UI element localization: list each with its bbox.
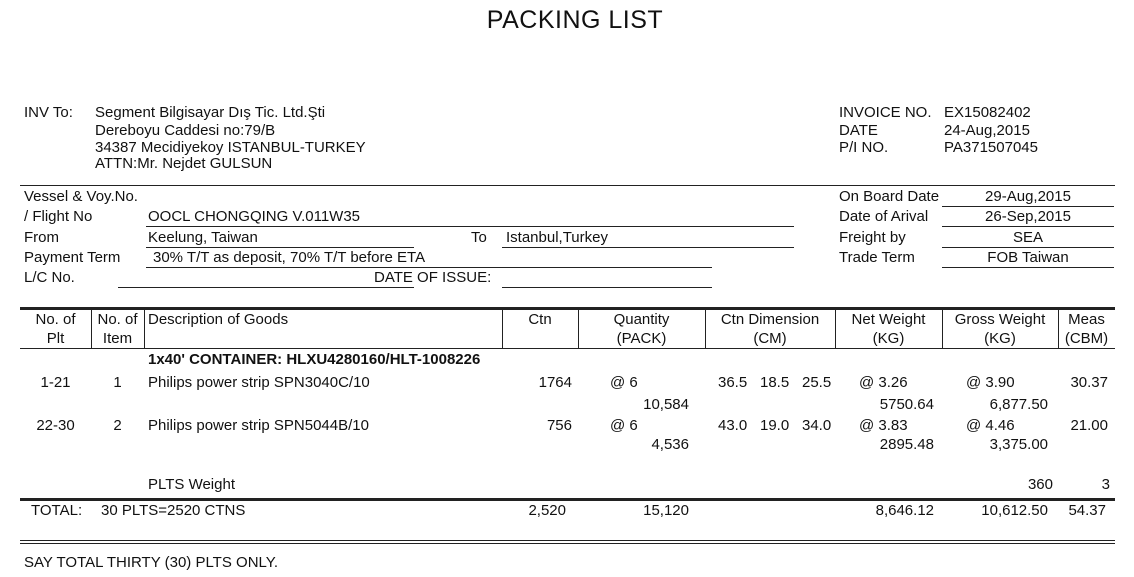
double-line-bottom [20, 543, 1115, 544]
header-meas-2: (CBM) [1064, 330, 1109, 347]
date-label: DATE [839, 122, 878, 139]
table-top-border [20, 307, 1115, 310]
row2-ctn: 756 [546, 417, 572, 434]
header-plt-1: No. of [35, 311, 76, 328]
date-of-issue-underline [502, 287, 712, 288]
row2-dim-w: 19.0 [760, 417, 790, 434]
row2-item: 2 [113, 417, 122, 434]
freight-underline [942, 247, 1114, 248]
vessel-underline [146, 226, 794, 227]
row1-dim-h: 25.5 [802, 374, 832, 391]
row2-dim-h: 34.0 [802, 417, 832, 434]
payment-underline [146, 267, 712, 268]
header-item-1: No. of [97, 311, 138, 328]
row1-qty-total: 10,584 [643, 396, 689, 413]
header-meas-1: Meas [1068, 311, 1105, 328]
row2-gross-total: 3,375.00 [989, 436, 1048, 453]
header-item-2: Item [102, 330, 133, 347]
row1-gross-unit: @ 3.90 [966, 374, 1015, 391]
from-label: From [24, 229, 59, 246]
row2-net-total: 2895.48 [879, 436, 934, 453]
inv-to-line-2: Dereboyu Caddesi no:79/B [95, 122, 276, 139]
from-underline [146, 247, 414, 248]
header-ctn: Ctn [528, 311, 552, 328]
header-gross-1: Gross Weight [954, 311, 1046, 328]
payment-label: Payment Term [24, 249, 121, 266]
double-line-top [20, 540, 1115, 541]
onboard-underline [942, 206, 1114, 207]
header-gross-2: (KG) [984, 330, 1016, 347]
freight-value: SEA [1012, 229, 1043, 246]
total-label: TOTAL: [31, 502, 83, 519]
lc-label: L/C No. [24, 269, 75, 286]
flight-label: / Flight No [24, 208, 93, 225]
onboard-label: On Board Date [839, 188, 940, 205]
row1-net-unit: @ 3.26 [859, 374, 908, 391]
total-meas: 54.37 [1068, 502, 1106, 519]
plts-weight-meas: 3 [1101, 476, 1110, 493]
arrival-value: 26-Sep,2015 [985, 208, 1071, 225]
inv-to-line-3: 34387 Mecidiyekoy ISTANBUL-TURKEY [95, 139, 366, 156]
total-gross: 10,612.50 [981, 502, 1048, 519]
date-of-issue-label: DATE OF ISSUE: [374, 269, 492, 286]
say-total: SAY TOTAL THIRTY (30) PLTS ONLY. [24, 554, 278, 571]
total-top-border [20, 498, 1115, 501]
row1-net-total: 5750.64 [879, 396, 934, 413]
row2-gross-unit: @ 4.46 [966, 417, 1015, 434]
total-qty: 15,120 [643, 502, 689, 519]
table-header-bottom-border [20, 348, 1115, 349]
row1-dim-w: 18.5 [760, 374, 790, 391]
row1-plt: 1-21 [40, 374, 71, 391]
invoice-no: EX15082402 [944, 104, 1031, 121]
header-net-1: Net Weight [851, 311, 926, 328]
inv-to-line-1: Segment Bilgisayar Dış Tic. Ltd.Şti [95, 104, 326, 121]
payment-value: 30% T/T as deposit, 70% T/T before ETA [153, 249, 426, 266]
plts-weight-gross: 360 [1027, 476, 1053, 493]
row1-qty-unit: @ 6 [610, 374, 638, 391]
header-desc: Description of Goods [148, 311, 289, 328]
arrival-label: Date of Arival [839, 208, 929, 225]
trade-value: FOB Taiwan [987, 249, 1069, 266]
row1-meas: 30.37 [1070, 374, 1108, 391]
vessel-value: OOCL CHONGQING V.011W35 [148, 208, 361, 225]
row2-net-unit: @ 3.83 [859, 417, 908, 434]
total-plts: 30 PLTS=2520 CTNS [101, 502, 246, 519]
row2-plt: 22-30 [36, 417, 75, 434]
arrival-underline [942, 226, 1114, 227]
header-dim-1: Ctn Dimension [720, 311, 820, 328]
pi-no-label: P/I NO. [839, 139, 889, 156]
plts-weight-label: PLTS Weight [148, 476, 235, 493]
col-sep-2 [144, 310, 145, 348]
row1-gross-total: 6,877.50 [989, 396, 1048, 413]
row2-qty-total: 4,536 [651, 436, 689, 453]
separator-line [20, 185, 1115, 186]
row1-ctn: 1764 [538, 374, 572, 391]
header-dim-2: (CM) [753, 330, 787, 347]
invoice-date: 24-Aug,2015 [944, 122, 1030, 139]
header-qty-2: (PACK) [616, 330, 667, 347]
trade-label: Trade Term [839, 249, 915, 266]
to-underline [502, 247, 794, 248]
trade-underline [942, 267, 1114, 268]
from-value: Keelung, Taiwan [148, 229, 258, 246]
inv-to-label: INV To: [24, 104, 73, 121]
freight-label: Freight by [839, 229, 906, 246]
vessel-label: Vessel & Voy.No. [24, 188, 138, 205]
lc-underline [118, 287, 414, 288]
invoice-no-label: INVOICE NO. [839, 104, 932, 121]
container-info: 1x40' CONTAINER: HLXU4280160/HLT-1008226 [148, 351, 481, 368]
total-net: 8,646.12 [875, 502, 934, 519]
row1-item: 1 [113, 374, 122, 391]
header-qty-1: Quantity [613, 311, 670, 328]
to-label: To [471, 229, 487, 246]
row2-desc: Philips power strip SPN5044B/10 [148, 417, 369, 434]
inv-to-line-4: ATTN:Mr. Nejdet GULSUN [95, 155, 273, 172]
header-plt-2: Plt [46, 330, 65, 347]
to-value: Istanbul,Turkey [506, 229, 608, 246]
row2-dim-l: 43.0 [718, 417, 748, 434]
row1-desc: Philips power strip SPN3040C/10 [148, 374, 370, 391]
header-net-2: (KG) [872, 330, 905, 347]
page-title: PACKING LIST [486, 6, 664, 34]
row1-dim-l: 36.5 [718, 374, 748, 391]
total-ctn: 2,520 [528, 502, 566, 519]
row2-meas: 21.00 [1070, 417, 1108, 434]
row2-qty-unit: @ 6 [610, 417, 638, 434]
pi-no: PA371507045 [944, 139, 1038, 156]
onboard-value: 29-Aug,2015 [985, 188, 1071, 205]
